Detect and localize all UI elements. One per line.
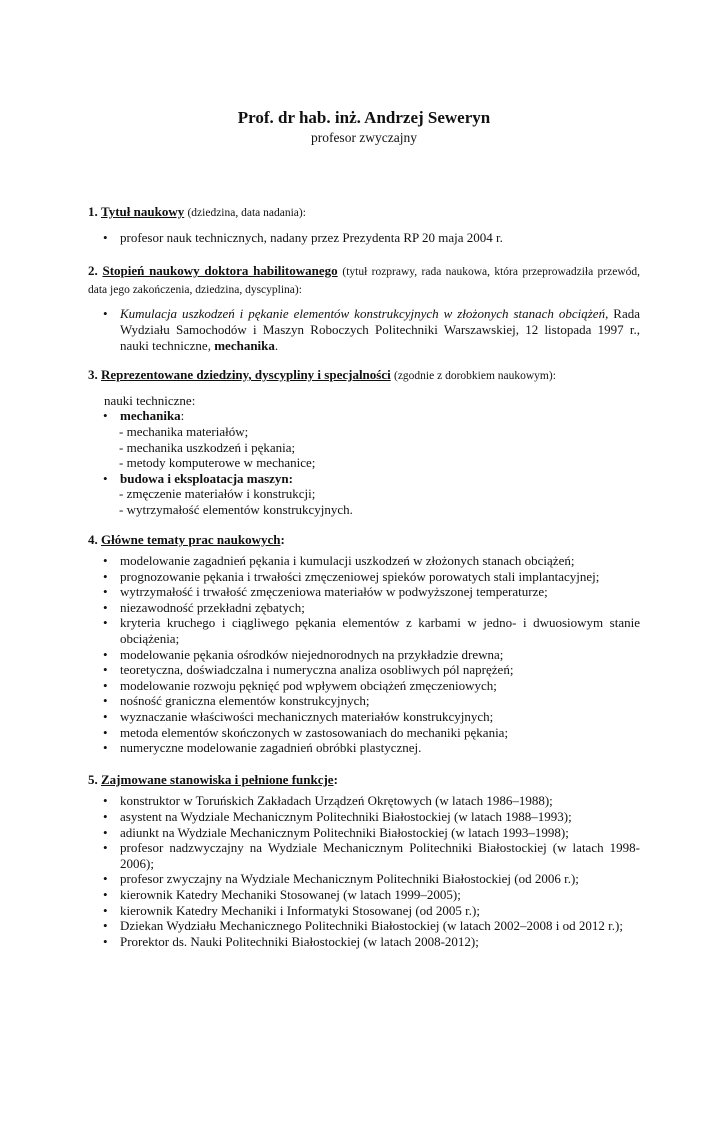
list-item: • Dziekan Wydziału Mechanicznego Politechniki Białostockiej (w latach 2002–2008 i od 2012 r.); <box>88 918 640 934</box>
list-item: • profesor zwyczajny na Wydziale Mechanicznym Politechniki Białostockiej (od 2006 r.); <box>88 871 640 887</box>
section-3-heading <box>88 367 640 385</box>
section-4-colon: : <box>280 531 285 547</box>
list-item: • prognozowanie pękania i trwałości zmęczeniowej spieków porowatych stali implantacyjnej; <box>88 569 640 585</box>
section-1-heading <box>88 204 640 222</box>
list-item: • asystent na Wydziale Mechanicznym Politechniki Białostockiej (w latach 1988–1993); <box>88 809 640 825</box>
section-3-number: 3. <box>88 367 98 383</box>
list-item: • numeryczne modelowanie zagadnień obróbki plastycznej. <box>88 740 640 756</box>
section-4-heading <box>88 532 640 548</box>
section-3-note: (zgodnie z dorobkiem naukowym): <box>393 370 556 383</box>
list-item: • kierownik Katedry Mechaniki Stosowanej (w latach 1999–2005); <box>88 887 640 903</box>
document-page <box>0 108 725 1132</box>
list-item: • wytrzymałość i trwałość zmęczeniowa materiałów w podwyższonej temperaturze; <box>88 584 640 600</box>
section-2-heading <box>88 263 640 298</box>
list-item: • metoda elementów skończonych w zastosowaniach do mechaniki pękania; <box>88 725 640 741</box>
section-2-note: (tytuł rozprawy, rada naukowa, która przeprowadziła przewód, data jego zakończenia, dziedzina, dyscyplina): <box>88 266 641 296</box>
list-item: • adiunkt na Wydziale Mechanicznym Politechniki Białostockiej (w latach 1993–1998); <box>88 825 640 841</box>
specialty-item: - mechanika uszkodzeń i pękania; <box>119 439 296 455</box>
section-2-number: 2. <box>88 263 98 279</box>
discipline-1-name: mechanika <box>120 408 181 424</box>
discipline-2-specialties <box>88 486 640 517</box>
person-name: Prof. dr hab. inż. Andrzej Seweryn <box>237 108 491 127</box>
person-position: profesor zwyczajny <box>310 130 418 145</box>
list-item: • modelowanie rozwoju pęknięć pod wpływem obciążeń zmęczeniowych; <box>88 678 640 694</box>
list-item: • profesor nauk technicznych, nadany przez Prezydenta RP 20 maja 2004 r. <box>88 230 640 246</box>
section-2-list <box>88 306 640 353</box>
specialty-item: - wytrzymałość elementów konstrukcyjnych. <box>119 501 353 517</box>
section-1-note: (dziedzina, data nadania): <box>187 207 306 219</box>
section-1-list <box>88 230 640 246</box>
section-3-list <box>88 408 640 424</box>
section-5-colon: : <box>333 771 338 787</box>
section-academic-title <box>88 204 640 245</box>
section-5-list <box>88 793 640 949</box>
section-habilitation <box>88 263 640 353</box>
section-2-title: Stopień naukowy doktora habilitowanego <box>102 263 338 279</box>
list-item: • modelowanie pękania ośrodków niejednorodnych na przykładzie drewna; <box>88 647 640 663</box>
discipline-mechanics <box>88 408 640 424</box>
section-4-title: Główne tematy prac naukowych <box>101 531 281 547</box>
list-item: • nośność graniczna elementów konstrukcyjnych; <box>88 693 640 709</box>
discipline-2-name: budowa i eksploatacja maszyn: <box>120 470 293 486</box>
section-disciplines <box>88 367 640 517</box>
section-5-heading <box>88 772 640 788</box>
section-5-title: Zajmowane stanowiska i pełnione funkcje <box>101 771 334 787</box>
section-4-list <box>88 553 640 756</box>
dissertation-details: , Rada Wydziału Samochodów i Maszyn Roboczych Politechniki Warszawskiej, 12 listopada 1997 r., nauki techniczne, <box>120 306 640 353</box>
specialty-item: - metody komputerowe w mechanice; <box>119 455 316 471</box>
list-item: • profesor nadzwyczajny na Wydziale Mechanicznym Politechniki Białostockiej (w latach 1998-2006); <box>88 840 640 871</box>
discipline-machines <box>88 471 640 487</box>
section-research-topics <box>88 532 640 756</box>
list-item: • kierownik Katedry Mechaniki i Informatyki Stosowanej (od 2005 r.); <box>88 903 640 919</box>
section-3-title: Reprezentowane dziedziny, dyscypliny i specjalności <box>101 367 391 383</box>
dissertation-end: . <box>274 337 279 353</box>
section-1-number: 1. <box>88 204 98 219</box>
list-item: • konstruktor w Toruńskich Zakładach Urządzeń Okrętowych (w latach 1986–1988); <box>88 793 640 809</box>
specialty-item: - zmęczenie materiałów i konstrukcji; <box>119 486 316 502</box>
list-item: • niezawodność przekładni zębatych; <box>88 600 640 616</box>
list-item: • kryteria kruchego i ciągliwego pękania elementów z karbami w jedno- i dwuosiowym stanie obciążenia; <box>88 615 640 646</box>
section-3-list-2 <box>88 471 640 487</box>
dissertation-discipline: mechanika <box>214 337 275 353</box>
list-item <box>88 306 640 353</box>
dissertation-title: Kumulacja uszkodzeń i pękanie elementów konstrukcyjnych w złożonych stanach obciążeń <box>120 306 606 322</box>
specialty-item: - mechanika materiałów; <box>119 423 249 439</box>
section-5-number: 5. <box>88 771 98 787</box>
list-item: • teoretyczna, doświadczalna i numeryczna analiza osobliwych pól naprężeń; <box>88 662 640 678</box>
discipline-1-colon: : <box>180 408 185 424</box>
list-item: • wyznaczanie właściwości mechanicznych materiałów konstrukcyjnych; <box>88 709 640 725</box>
list-item: • Prorektor ds. Nauki Politechniki Białostockiej (w latach 2008-2012); <box>88 934 640 950</box>
section-positions <box>88 772 640 950</box>
list-item: • modelowanie zagadnień pękania i kumulacji uszkodzeń w złożonych stanach obciążeń; <box>88 553 640 569</box>
section-1-title: Tytuł naukowy <box>101 204 185 219</box>
section-4-number: 4. <box>88 531 98 547</box>
domain-label: nauki techniczne: <box>104 392 196 408</box>
discipline-1-specialties <box>88 424 640 471</box>
